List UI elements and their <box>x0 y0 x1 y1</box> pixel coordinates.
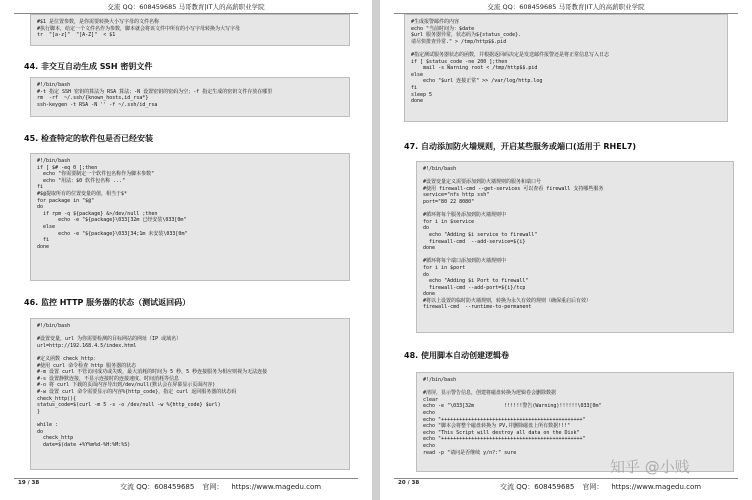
code-line: echo <box>423 442 436 449</box>
left-page <box>0 0 372 500</box>
code-line: $url 服务器异常，状态码为${status_code}. <box>411 32 522 39</box>
code-line: echo "当前时间为：$date <box>411 25 475 32</box>
zhihu-watermark: 知乎 @小贱 <box>610 458 690 476</box>
code-line: do <box>423 225 430 232</box>
code-line: for package in "$@" <box>37 197 95 204</box>
code-line: #循环将每个服务添加到防火墙规则中 <box>423 212 507 219</box>
code-line: #生成报警邮件的内容 <box>411 19 460 25</box>
code-line: echo "Adding $i Port to firewall" <box>423 278 529 285</box>
code-line: echo "+++++++++++++++++++++++++++++++++++++++++++++++" <box>423 436 586 443</box>
code-line: #-o 将 curl 下载的页面内容导出到/dev/null(默认会在屏幕显示页面内容) <box>37 382 216 389</box>
section-48-title: 48. 使用脚本自动创建逻辑卷 <box>404 351 509 360</box>
code-line: echo "你需要制定一个软件包名称作为脚本参数" <box>37 171 155 178</box>
code-line: #设置变量定义需要添加到防火墙规则的服务和端口号 <box>423 179 542 186</box>
code-line: for i in $service <box>423 218 475 225</box>
code-line: tr "[a-z]" "[A-Z]" < $1 <box>37 32 116 39</box>
page-number: 20 / 38 <box>398 480 420 486</box>
code-line: status_code=$(curl -m 5 -s -o /dev/null -w %{http_code} $url) <box>37 402 221 409</box>
page-footer <box>120 482 329 492</box>
footer-divider <box>394 478 738 479</box>
code-line: echo "$url 连接正常" >> /var/log/http.log <box>411 78 543 85</box>
code-line: echo -e "\033[32m !!!!!!警告(Warning)!!!!!!\033[0m" <box>423 403 602 410</box>
footer-qq: 交流 QQ：608459685 <box>500 483 575 491</box>
code-line: service="nfs http ssh" <box>423 192 490 199</box>
code-line <box>37 349 343 356</box>
code-line: echo "Adding $i service to firewall" <box>423 231 538 238</box>
section-45-title: 45. 检查特定的软件包是否已经安装 <box>24 134 153 143</box>
code-line: #!/bin/bash <box>37 158 71 164</box>
code-line: #-t 指定 SSH 密钥的算法为 RSA 算法；-N 设置密钥的密码为空；-f 指定生成的密钥文件存放在哪里 <box>37 88 273 95</box>
code-line: for i in $port <box>423 264 466 271</box>
code-line: port="80 22 8080" <box>423 198 475 205</box>
code-line: #设置变量，url 为你需要检测的目标网站的网址（IP 或域名） <box>37 336 182 343</box>
code-line: else <box>411 71 424 78</box>
code-line: #!/bin/bash <box>423 166 457 172</box>
code-line: url=http://192.168.4.5/index.html <box>37 342 137 349</box>
code-line: check_http(){ <box>37 395 77 402</box>
code-line: #!/bin/bash <box>37 82 71 88</box>
code-line: do <box>37 204 44 211</box>
footer-site-label: 官网： <box>582 483 604 491</box>
code-line: if rpm -q ${package} &>/dev/null ;then <box>37 210 158 217</box>
page-gutter <box>372 0 380 500</box>
code-line: echo "This Script will destroy all data on the Disk" <box>423 429 580 436</box>
code-line: #执行脚本，给定一个文件名作为参数，脚本就会将该文件中所有的小写字母转换为大写字母 <box>37 25 241 32</box>
code-line: } <box>37 408 41 415</box>
page-footer <box>500 482 709 492</box>
code-line: while : <box>37 421 59 428</box>
code-line: firewall-cmd --add-port=${i}/tcp <box>423 284 526 291</box>
code-line: #-w 设置 curl 命令需要显示的内容%{http_code}，指定 curl 返回服务器的状态码 <box>37 388 237 395</box>
code-block-ssh-keygen <box>30 77 350 117</box>
code-line: #$@提取所有的位置变量的值，相当于$* <box>37 190 128 197</box>
code-line: check_http <box>37 435 74 442</box>
code-line: #将以上设置的临时防火墙规则，转换为永久有效的规则（确保重启后有效） <box>423 297 592 304</box>
section-46-title: 46. 监控 HTTP 服务器的状态（测试返回码） <box>24 298 191 307</box>
code-line <box>37 415 343 422</box>
code-line: done <box>411 98 424 105</box>
code-block-mail-alert <box>404 14 728 122</box>
code-line: date=$(date +%Y%m%d-%H:%M:%S) <box>37 441 131 448</box>
code-line: echo -e "${package}\033[32m 已经安装\033[0m" <box>37 217 187 224</box>
code-line: #使用 firewall-cmd --get-services 可以查看 firewall 支持哪些服务 <box>423 185 604 192</box>
code-line: done <box>37 243 50 250</box>
code-line: #-s 设置静默连接，不显示连接时的连接速度、时间消耗等信息 <box>37 375 180 382</box>
section-44-title: 44. 非交互自动生成 SSH 密钥文件 <box>24 62 153 71</box>
code-line: echo "+++++++++++++++++++++++++++++++++++++++++++++++" <box>423 416 586 423</box>
code-block-rpm-check <box>30 153 350 281</box>
code-line: #定义函数 check_http： <box>37 355 99 362</box>
section-47-title: 47. 自动添加防火墙规则，开启某些服务或端口(适用于 RHEL7) <box>404 142 637 151</box>
footer-site-link[interactable]: https://www.magedu.com <box>231 483 322 491</box>
code-line: fi <box>411 84 418 91</box>
code-block-http-monitor <box>30 318 350 470</box>
footer-site-link[interactable]: https://www.magedu.com <box>611 483 702 491</box>
code-line: #循环将每个端口添加到防火墙规则中 <box>423 258 507 265</box>
code-line: if [ $# -eq 0 ];then <box>37 164 98 171</box>
code-line: firewall-cmd --add-service=${i} <box>423 238 526 245</box>
code-line: clear <box>423 396 439 403</box>
code-line: do <box>37 428 44 435</box>
page-header: 交流 QQ：608459685 马哥教育|IT人的高薪职业学院 <box>487 3 645 11</box>
footer-site-label: 官网： <box>202 483 224 491</box>
code-line: #$1 是位置参数，是你需要转换大小写字母的文件名称 <box>37 19 160 25</box>
code-line: rm -rf ~/.ssh/{known_hosts,id_rsa*} <box>37 95 149 102</box>
code-line: echo "用法：$0 软件包名称 ..." <box>37 177 126 184</box>
code-line: ssh-keygen -t RSA -N '' -f ~/.ssh/id_rsa <box>37 101 158 108</box>
footer-divider <box>14 478 358 479</box>
footer-qq: 交流 QQ：608459685 <box>120 483 195 491</box>
code-line: #!/bin/bash <box>423 377 457 383</box>
code-line: 请尽快排查异常." > /tmp/http$$.pid <box>411 38 507 45</box>
code-line <box>411 45 721 52</box>
code-line: echo -e "${package}\033[34;1m 未安装\033[0m" <box>37 230 188 237</box>
code-line: do <box>423 271 430 278</box>
code-line: if [ $status_code -ne 200 ];then <box>411 58 508 65</box>
code-line: #清屏，显示警告信息，创建将磁盘转换为逻辑卷会删除数据 <box>423 390 557 397</box>
code-line: done <box>423 291 436 298</box>
code-line: #-m 设置 curl 不管访问成功或失败，最大消耗的时间为 5 秒，5 秒连接服务为相应则视为无法连接 <box>37 369 268 376</box>
code-line: mail -s Warning root < /tmp/http$$.pid <box>411 65 538 72</box>
code-line: echo <box>423 409 436 416</box>
code-line: sleep 5 <box>411 91 433 98</box>
code-line: #!/bin/bash <box>37 323 71 329</box>
code-line: fi <box>37 237 50 244</box>
code-line: #指定测试服务器状态的函数，并根据返回码决定是发送邮件报警还是将正常信息写入日志 <box>411 51 610 58</box>
code-line: firewall-cmd --runtime-to-permanent <box>423 304 532 311</box>
code-line: read -p "请问是否继续 y/n?:" sure <box>423 449 517 456</box>
code-line: echo "脚本会将整个磁盘转换为 PV,并删除磁盘上所有数据!!!" <box>423 423 571 430</box>
code-line: done <box>423 245 436 252</box>
code-line: else <box>37 223 56 230</box>
code-line: fi <box>37 184 44 191</box>
code-block-tr <box>30 14 350 46</box>
code-line: #使用 curl 命令检查 http 服务器的状态 <box>37 362 137 369</box>
page-number: 19 / 38 <box>18 480 40 486</box>
right-page <box>380 0 752 500</box>
page-header: 交流 QQ：608459685 马哥教育|IT人的高薪职业学院 <box>107 3 265 11</box>
code-block-firewall <box>416 161 734 333</box>
